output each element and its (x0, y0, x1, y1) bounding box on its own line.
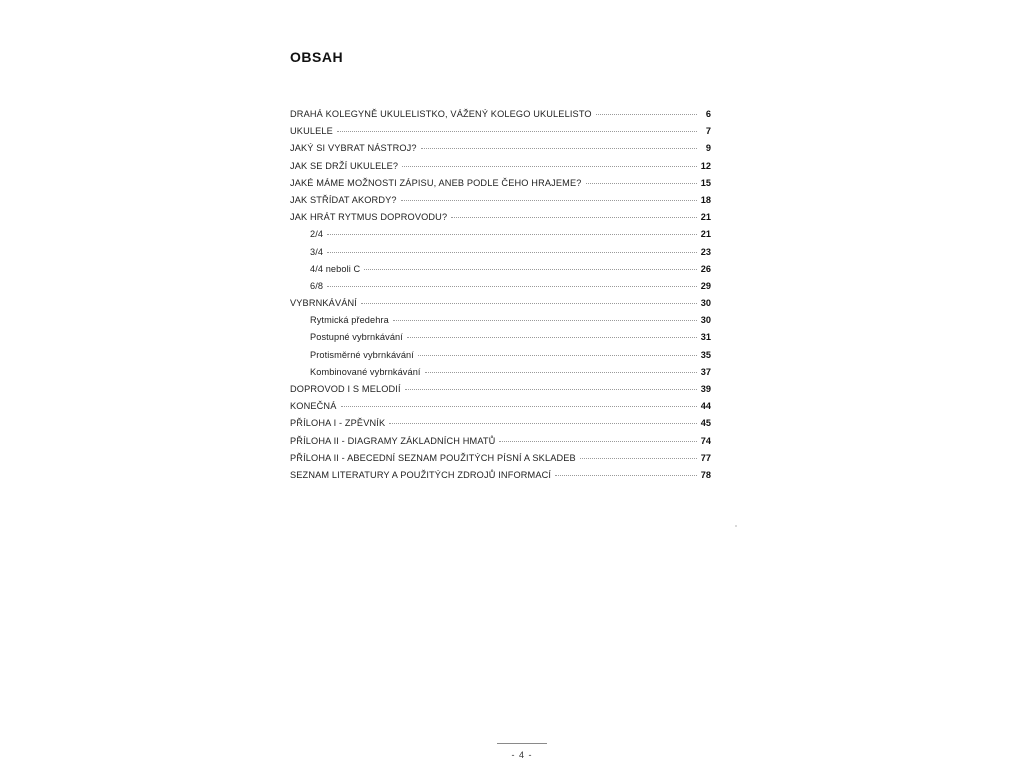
toc-leader-dots (389, 422, 697, 424)
toc-entry (290, 467, 711, 484)
toc-entry (290, 123, 711, 140)
toc-entry-label: Kombinované vybrnkávání (310, 366, 421, 377)
toc-entry (290, 140, 711, 157)
toc-leader-dots (401, 199, 697, 201)
toc-entry-page: 30 (700, 315, 711, 326)
toc-leader-dots (418, 354, 697, 356)
toc-entry-label: JAK HRÁT RYTMUS DOPROVODU? (290, 212, 448, 223)
toc-entry-page: 37 (700, 366, 711, 377)
toc-leader-dots (586, 182, 697, 184)
toc-entry-label: JAKÝ SI VYBRAT NÁSTROJ? (290, 143, 417, 154)
toc-entry (290, 278, 711, 295)
toc-entry-page: 23 (700, 246, 711, 257)
toc-entry-label: Protisměrné vybrnkávání (310, 349, 414, 360)
toc-entry-label: 3/4 (310, 246, 324, 257)
toc-entry-page: 77 (700, 452, 711, 463)
toc-entry (290, 364, 711, 381)
toc-entry-page: 6 (705, 109, 711, 119)
toc-entry (290, 347, 711, 364)
toc-entry (290, 415, 711, 432)
toc-entry (290, 398, 711, 415)
toc-entry-label: Postupné vybrnkávání (310, 332, 403, 343)
toc-entry-label: JAK STŘÍDAT AKORDY? (290, 194, 397, 205)
toc-entry-label: PŘÍLOHA II - DIAGRAMY ZÁKLADNÍCH HMATŮ (290, 435, 496, 446)
toc-entry (290, 312, 711, 329)
toc-entry (290, 175, 711, 192)
toc-leader-dots (327, 251, 697, 253)
toc-entry (290, 433, 711, 450)
toc-entry-label: UKULELE (290, 126, 333, 137)
toc-entry-page: 74 (700, 435, 711, 446)
toc-leader-dots (499, 440, 696, 442)
toc-entry-page: 44 (700, 401, 711, 412)
toc-entry-page: 29 (700, 280, 711, 291)
toc-entry-page: 78 (700, 469, 711, 480)
toc-entry-label: 4/4 neboli C (310, 263, 361, 274)
toc-leader-dots (405, 388, 697, 390)
toc-entry-label: 2/4 (310, 229, 324, 240)
toc-entry-page: 31 (700, 332, 711, 343)
toc-entry-label: Rytmická předehra (310, 315, 389, 326)
toc-entry-label: VYBRNKÁVÁNÍ (290, 298, 358, 309)
scan-mark (735, 525, 737, 527)
toc-entry-page: 12 (700, 160, 711, 171)
toc-entry-page: 39 (700, 384, 711, 394)
toc-entry (290, 209, 711, 226)
toc-leader-dots (364, 268, 697, 270)
toc-entry-label: 6/8 (310, 280, 324, 291)
toc-entry (290, 450, 711, 467)
toc-leader-dots (580, 457, 697, 459)
toc-leader-dots (327, 285, 697, 287)
toc-leader-dots (451, 216, 697, 218)
toc-entry-label: SEZNAM LITERATURY A POUŽITÝCH ZDROJŮ INFORMACÍ (290, 469, 552, 480)
toc-entry-page: 26 (700, 263, 711, 274)
toc-entry-page: 30 (700, 298, 711, 309)
toc-entry (290, 329, 711, 346)
toc-entry (290, 158, 711, 175)
toc-entry (290, 261, 711, 278)
toc-entry-label: JAKÉ MÁME MOŽNOSTI ZÁPISU, ANEB PODLE ČEHO HRAJEME? (290, 177, 582, 188)
toc-entry (290, 226, 711, 243)
toc-leader-dots (596, 113, 697, 115)
toc-entry-label: DOPROVOD I S MELODIÍ (290, 384, 401, 394)
toc-entry-page: 21 (700, 212, 711, 223)
toc-leader-dots (402, 165, 697, 167)
footer-divider (497, 743, 547, 744)
toc-entry-label: DRAHÁ KOLEGYNĚ UKULELISTKO, VÁŽENÝ KOLEGO UKULELISTO (290, 109, 592, 119)
toc-entry-page: 9 (705, 143, 711, 154)
toc-leader-dots (407, 336, 697, 338)
toc-entry-label: PŘÍLOHA I - ZPĚVNÍK (290, 418, 386, 429)
toc-entry-label: PŘÍLOHA II - ABECEDNÍ SEZNAM POUŽITÝCH PÍSNÍ A SKLADEB (290, 452, 576, 463)
toc-entry (290, 192, 711, 209)
toc-leader-dots (393, 319, 697, 321)
toc-entry-page: 7 (705, 126, 711, 137)
toc-leader-dots (341, 405, 697, 407)
toc-entry-page: 15 (700, 177, 711, 188)
toc-entry-label: JAK SE DRŽÍ UKULELE? (290, 160, 399, 171)
toc-entry (290, 381, 711, 398)
toc-entry-label: KONEČNÁ (290, 401, 337, 412)
toc-leader-dots (361, 302, 697, 304)
toc-leader-dots (337, 130, 697, 132)
toc-entry (290, 106, 711, 123)
toc-entry (290, 244, 711, 261)
toc-entry-page: 45 (700, 418, 711, 429)
page-number: - 4 - (511, 750, 533, 760)
toc-leader-dots (327, 233, 697, 235)
page-title: OBSAH (290, 49, 344, 65)
toc-entry (290, 295, 711, 312)
toc-entry-page: 21 (700, 229, 711, 240)
table-of-contents (290, 106, 711, 484)
toc-leader-dots (555, 474, 697, 476)
toc-leader-dots (425, 371, 697, 373)
toc-entry-page: 35 (700, 349, 711, 360)
toc-entry-page: 18 (700, 194, 711, 205)
toc-leader-dots (421, 147, 697, 149)
